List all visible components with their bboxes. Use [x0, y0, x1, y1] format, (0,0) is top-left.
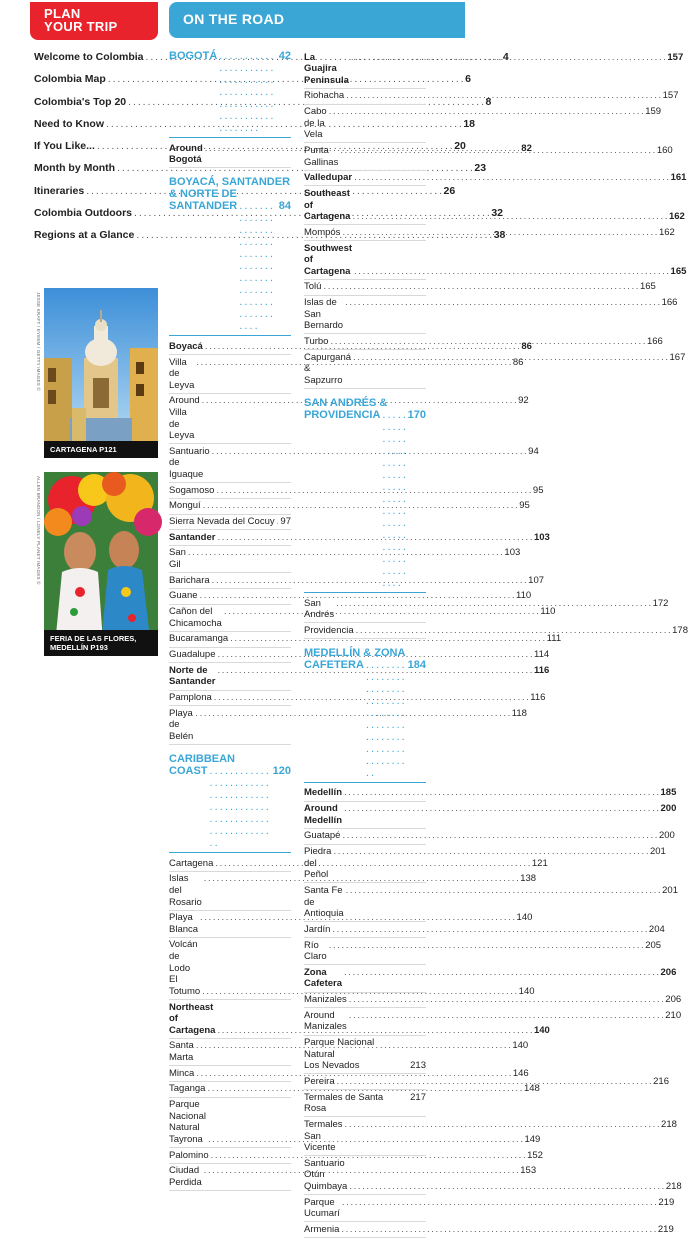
toc-leader-dots: [354, 172, 669, 184]
toc-entry-title: Santander: [169, 531, 216, 543]
toc-entry-page: 23: [474, 162, 487, 175]
toc-entry-title: Riohacha: [304, 90, 345, 102]
toc-entry[interactable]: [304, 1036, 426, 1075]
toc-leader-dots: [349, 994, 664, 1006]
toc-entry[interactable]: [304, 50, 684, 89]
toc-entry-title: Around Villa de Leyva: [169, 395, 200, 442]
toc-entry-title: Playa de Belén: [169, 707, 194, 742]
toc-entry-title: Parque Nacional Natural Los Nevados: [304, 1037, 375, 1072]
toc-entry-page: 204: [648, 923, 665, 935]
toc-entry-title: Armenia: [304, 1223, 340, 1235]
section-heading-title-end: PROVIDENCIA: [304, 408, 381, 421]
toc-entry-page: 217: [410, 1091, 426, 1103]
toc-entry[interactable]: [169, 483, 544, 499]
toc-entry[interactable]: [304, 829, 675, 845]
toc-entry[interactable]: [34, 117, 476, 132]
toc-entry-title: Punta Gallinas: [304, 144, 339, 168]
toc-entry-page: 206: [660, 966, 677, 978]
toc-entry-page: 97: [280, 516, 291, 528]
feria-caption: FERIA DE LAS FLORES, MEDELLÍN P193: [44, 630, 158, 656]
toc-entry-title: Monguí: [169, 500, 201, 512]
toc-entry-page: 111: [546, 633, 562, 645]
toc-entry-title: Boyacá: [169, 340, 203, 352]
toc-entry-page: 178: [672, 624, 688, 636]
toc-entry-page: 107: [528, 574, 545, 586]
section-heading[interactable]: [304, 647, 426, 783]
toc-entry-page: 6: [465, 73, 471, 86]
toc-entry[interactable]: [34, 161, 487, 176]
toc-entry-title: Santa Marta: [169, 1040, 194, 1064]
toc-entry-title: Manizales: [304, 994, 347, 1006]
toc-entry-title: Pamplona: [169, 692, 212, 704]
toc-entry-page: 201: [649, 846, 666, 858]
section-heading-page: 42: [278, 50, 291, 62]
toc-leader-dots: [341, 1224, 656, 1236]
toc-entry-title: Valledupar: [304, 172, 353, 184]
toc-entry[interactable]: [169, 691, 546, 707]
toc-entry-title: Capurganá & Sapzurro: [304, 351, 352, 386]
toc-entry-page: 138: [520, 873, 537, 885]
section-heading[interactable]: [169, 50, 291, 138]
section-heading-title: MEDELLÍN & ZONA: [304, 646, 406, 659]
toc-entry-page: 18: [463, 117, 476, 130]
toc-entry-page: 95: [519, 500, 530, 512]
toc-entry-title: Norte de Santander: [169, 664, 216, 688]
toc-entry-page: 103: [504, 547, 521, 559]
toc-entry-title: La Guajira Peninsula: [304, 51, 349, 86]
toc-leader-dots: [329, 106, 644, 118]
toc-entry-page: 86: [521, 340, 532, 352]
toc-entry-title: Around Medellín: [304, 803, 343, 826]
section-heading-last-line: [169, 200, 291, 336]
toc-entry-page: 121: [531, 857, 548, 869]
section-heading-title-end: SANTANDER: [169, 200, 238, 213]
toc-entry-title: Southeast of Cartagena: [304, 187, 351, 223]
section-heading-page: 184: [407, 658, 426, 671]
tab-plan-line1: PLAN: [44, 6, 81, 21]
toc-entry-title: Cabo de la Vela: [304, 106, 327, 141]
toc-entry-page: 160: [656, 144, 673, 156]
section-heading-page: 170: [407, 408, 426, 421]
cartagena-photo: [44, 288, 158, 458]
toc-entry-title: If You Like...: [34, 140, 95, 153]
toc-leader-dots: [344, 787, 659, 799]
section-heading-last-line: [169, 50, 291, 138]
toc-entry-title: Itineraries: [34, 184, 85, 197]
tab-plan-line2: YOUR TRIP: [44, 19, 118, 34]
cartagena-image: [44, 288, 158, 458]
toc-entry[interactable]: [169, 632, 562, 648]
toc-entry-page: 149: [524, 1133, 541, 1145]
toc-entry-title: Colombia's Top 20: [34, 95, 127, 108]
toc-entry-title: Santa Fe de Antioquia: [304, 885, 344, 920]
toc-entry-title: Barichara: [169, 574, 210, 586]
toc-entry-page: 86: [512, 356, 524, 368]
section-heading-title: CARIBBEAN: [169, 753, 235, 766]
section-heading[interactable]: [169, 176, 291, 336]
toc-entry-title: Sierra Nevada del Cocuy: [169, 516, 275, 528]
toc-entry[interactable]: [169, 499, 530, 515]
toc-entry-page: 140: [516, 912, 533, 924]
toc-entry-title: Month by Month: [34, 162, 116, 175]
toc-leader-dots: [342, 830, 657, 842]
toc-entry-title: Turbo: [304, 335, 329, 347]
section-heading[interactable]: [169, 753, 291, 853]
section-heading-title-end: COAST: [169, 765, 208, 778]
section-heading-title: SAN ANDRÉS &: [304, 396, 388, 409]
toc-leader-dots: [210, 765, 271, 849]
plan-your-trip-tab: [30, 2, 158, 40]
photo-credit-2: ALLEN BRANDON / LONELY PLANET IMAGES ©: [36, 476, 41, 585]
toc-entry-page: 200: [660, 803, 677, 815]
toc-entry-title: Southwest of Cartagena: [304, 242, 353, 277]
toc-entry-page: 206: [665, 994, 682, 1006]
toc-leader-dots: [344, 803, 659, 815]
toc-entry-page: 153: [520, 1165, 537, 1177]
toc-entry-title: San Andrés: [304, 597, 335, 621]
toc-entry-page: 4: [502, 51, 509, 63]
toc-entry-page: 118: [511, 707, 527, 719]
toc-entry[interactable]: [169, 515, 291, 531]
toc-entry-title: Colombia Outdoors: [34, 207, 132, 220]
toc-entry-title: Cartagena: [169, 857, 214, 869]
toc-entry-page: 162: [658, 226, 675, 238]
toc-entry-title: Jardín: [304, 923, 331, 935]
toc-entry-page: 205: [645, 939, 662, 951]
toc-leader-dots: [349, 1010, 664, 1022]
section-heading-title: BOYACÁ, SANTANDER & NORTE DE: [169, 176, 291, 201]
toc-entry-title: Around Manizales: [304, 1009, 347, 1033]
toc-entry-page: 216: [653, 1075, 669, 1087]
toc-entry-page: 165: [639, 281, 656, 293]
toc-entry-title: Minca: [169, 1067, 195, 1079]
toc-entry-page: 218: [661, 1118, 677, 1130]
toc-entry-page: 140: [518, 985, 535, 997]
toc-entry-title: Santuario Otún Quimbaya: [304, 1157, 348, 1193]
toc-entry-title: Pereira: [304, 1075, 335, 1087]
toc-leader-dots: [345, 1119, 660, 1131]
photo-credit-1: JESSE KRAFT / EYEEM / GETTY IMAGES ©: [36, 292, 41, 391]
toc-entry[interactable]: [304, 296, 678, 335]
toc-entry-title: Piedra del Peñol: [304, 846, 332, 881]
toc-entry[interactable]: [169, 444, 539, 483]
toc-entry-page: 95: [532, 484, 544, 496]
toc-entry-title: Santuario de Iguaque: [169, 445, 210, 481]
toc-entry-title: Termales San Vicente: [304, 1118, 343, 1154]
toc-entry-title: Guadalupe: [169, 649, 216, 661]
toc-entry-page: 165: [670, 265, 687, 277]
toc-leader-dots: [323, 281, 638, 293]
toc-entry-title: Río Claro: [304, 939, 327, 963]
section-gap: [304, 389, 426, 397]
toc-leader-dots: [366, 659, 406, 779]
toc-entry-title: Tolú: [304, 281, 322, 293]
toc-entry[interactable]: [304, 786, 677, 802]
cartagena-caption: CARTAGENA P121: [44, 441, 158, 458]
on-the-road-tab: ON THE ROAD: [169, 2, 465, 38]
toc-entry-title: Colombia Map: [34, 73, 106, 86]
section-gap: [304, 639, 426, 647]
toc-entry-page: 159: [645, 106, 662, 118]
section-heading-page: 120: [272, 765, 291, 778]
toc-entry-title: Northeast of Cartagena: [169, 1001, 216, 1036]
toc-entry[interactable]: [304, 938, 662, 965]
feria-photo: [44, 472, 158, 656]
section-heading-title-end: CAFETERA: [304, 658, 364, 671]
section-heading-last-line: [304, 409, 426, 593]
toc-entry-title: Need to Know: [34, 117, 104, 130]
section-heading-title: BOGOTÁ: [169, 50, 218, 62]
toc-entry-page: 146: [512, 1067, 529, 1079]
toc-leader-dots: [277, 516, 279, 528]
feria-image: [44, 472, 158, 656]
toc-entry[interactable]: [304, 993, 682, 1009]
toc-entry-page: 157: [662, 90, 679, 102]
toc-leader-dots: [382, 409, 405, 589]
toc-entry[interactable]: [304, 1222, 674, 1238]
toc-entry[interactable]: [169, 573, 545, 589]
toc-entry[interactable]: [304, 802, 677, 829]
toc-leader-dots: [345, 297, 660, 309]
toc-entry-title: Villa de Leyva: [169, 356, 195, 391]
toc-entry-page: 200: [658, 830, 675, 842]
toc-entry-title: Termales de Santa Rosa: [304, 1091, 384, 1115]
toc-entry-title: Islas del Rosario: [169, 873, 202, 908]
toc-entry-title: Medellín: [304, 787, 343, 799]
toc-leader-dots: [336, 598, 651, 610]
toc-entry-title: Guatapé: [304, 830, 341, 842]
section-heading[interactable]: [304, 397, 426, 593]
toc-entry-page: 26: [443, 184, 456, 197]
toc-entry-page: 20: [454, 140, 466, 153]
toc-leader-dots: [351, 52, 666, 64]
toc-entry-page: 219: [657, 1223, 674, 1235]
toc-leader-dots: [329, 940, 644, 952]
toc-entry-page: 166: [646, 335, 663, 347]
toc-entry-title: Regions at a Glance: [34, 229, 135, 242]
toc-entry-title: Bucaramanga: [169, 633, 229, 645]
toc-entry-page: 38: [493, 229, 506, 242]
toc-entry[interactable]: [304, 1090, 426, 1117]
toc-leader-dots: [342, 1197, 657, 1209]
toc-leader-dots: [330, 336, 645, 348]
toc-leader-dots: [346, 885, 661, 897]
section-heading-last-line: [304, 659, 426, 783]
toc-entry-page: 94: [528, 445, 539, 457]
toc-entry-page: 167: [669, 351, 686, 363]
toc-entry-page: 201: [662, 885, 678, 897]
toc-entry-title: San Gil: [169, 547, 186, 571]
toc-entry[interactable]: [304, 171, 687, 187]
section-gap: [169, 745, 291, 753]
toc-entry-page: 114: [533, 649, 550, 661]
toc-entry-title: Ciudad Perdida: [169, 1165, 202, 1188]
section-heading-page: 84: [278, 200, 291, 213]
toc-entry-page: 8: [485, 95, 492, 108]
toc-entry-page: 116: [533, 664, 550, 676]
toc-entry[interactable]: [169, 589, 532, 605]
toc-entry[interactable]: [304, 922, 665, 938]
toc-entry-page: 172: [652, 597, 669, 609]
toc-entry-title: Mompós: [304, 226, 341, 238]
toc-leader-dots: [332, 924, 647, 936]
toc-entry-title: Providencia: [304, 624, 354, 636]
toc-entry-title: Around Bogotá: [169, 142, 203, 166]
toc-leader-dots: [333, 846, 648, 858]
toc-leader-dots: [346, 90, 661, 102]
toc-entry-page: 213: [410, 1060, 426, 1072]
toc-leader-dots: [337, 1076, 652, 1088]
toc-entry[interactable]: [169, 1148, 543, 1164]
toc-leader-dots: [353, 352, 668, 364]
toc-entry-page: 218: [665, 1181, 682, 1193]
toc-entry[interactable]: [169, 706, 527, 745]
toc-leader-dots: [356, 625, 671, 637]
toc-leader-dots: [342, 227, 657, 239]
toc-entry-title: Welcome to Colombia: [34, 51, 144, 63]
toc-entry-page: 162: [668, 211, 685, 223]
toc-entry-title: Parque Ucumarí: [304, 1196, 340, 1220]
toc-entry-page: 82: [521, 142, 532, 154]
toc-entry-page: 140: [512, 1040, 529, 1052]
toc-leader-dots: [352, 211, 667, 223]
toc-entry-page: 157: [667, 51, 684, 63]
toc-entry-title: Zona Cafetera: [304, 966, 343, 990]
section-heading-last-line: [169, 765, 291, 853]
toc-entry-title: Islas de San Bernardo: [304, 297, 344, 332]
toc-entry-page: 110: [516, 590, 532, 602]
toc-entry[interactable]: [169, 856, 548, 872]
toc-entry-title: Guane: [169, 590, 198, 602]
toc-entry-page: 161: [670, 172, 687, 184]
toc-entry-page: 148: [523, 1083, 540, 1095]
toc-entry-title: Taganga: [169, 1083, 206, 1095]
toc-entry[interactable]: [304, 280, 656, 296]
toc-entry[interactable]: [169, 530, 550, 546]
toc-entry-page: 166: [661, 297, 678, 309]
toc-entry-page: 210: [665, 1009, 682, 1021]
toc-leader-dots: [340, 142, 655, 157]
toc-entry-page: 152: [527, 1149, 543, 1161]
toc-entry[interactable]: [34, 72, 471, 87]
toc-entry-page: 219: [658, 1196, 675, 1208]
toc-entry-page: 140: [533, 1024, 550, 1036]
toc-leader-dots: [239, 200, 277, 332]
toc-entry-page: 110: [540, 606, 556, 618]
toc-entry-page: 32: [491, 207, 504, 220]
toc-entry-title: Cañon del Chicamocha: [169, 606, 222, 629]
toc-leader-dots: [354, 266, 669, 278]
toc-entry[interactable]: [304, 241, 687, 280]
toc-leader-dots: [219, 50, 276, 134]
toc-entry[interactable]: [169, 546, 521, 573]
toc-leader-dots: [349, 1181, 664, 1193]
toc-leader-dots: [344, 967, 659, 979]
toc-entry-page: 92: [518, 395, 529, 407]
toc-entry-title: Palomino: [169, 1149, 209, 1161]
toc-entry[interactable]: [304, 89, 679, 105]
toc-entry-page: 116: [530, 692, 546, 704]
toc-entry[interactable]: [304, 1195, 675, 1222]
toc-entry-title: Parque Nacional Natural Tayrona: [169, 1099, 206, 1145]
toc-entry-title: Volcán de Lodo El Totumo: [169, 939, 201, 997]
toc-entry-page: 185: [660, 787, 677, 799]
toc-entry-title: Sogamoso: [169, 484, 215, 496]
toc-entry-title: Playa Blanca: [169, 912, 199, 935]
toc-entry-page: 103: [533, 531, 550, 543]
